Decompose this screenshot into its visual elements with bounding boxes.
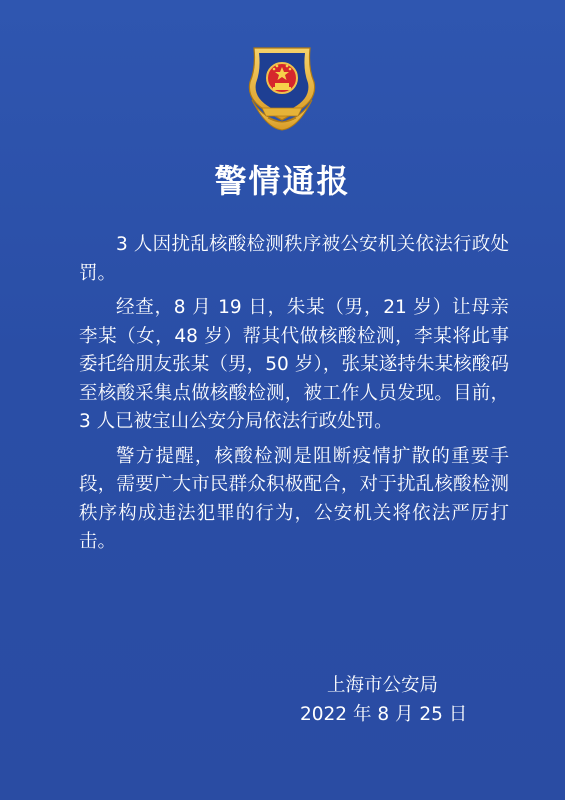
police-emblem-icon: [232, 38, 332, 138]
signature-block: [300, 671, 490, 729]
notice-title: 警情通报: [214, 162, 351, 200]
notice-paragraph: 经查，8 月 19 日，朱某（男，21 岁）让母亲李某（女，48 岁）帮其代做核酸检测，李某将此事委托给朋友张某（男，50 岁），张某遂持朱某核酸码至核酸采集点做核酸检测，被工作人员发现。目前，3 人已被宝山公安分局依法行政处罚。: [79, 297, 509, 432]
notice-body: [79, 231, 509, 563]
notice-paragraph: 警方提醒，核酸检测是阻断疫情扩散的重要手段，需要广大市民群众积极配合，对于扰乱核酸检测秩序构成违法犯罪的行为，公安机关将依法严厉打击。: [79, 445, 509, 552]
notice-paragraph: 3 人因扰乱核酸检测秩序被公安机关依法行政处罚。: [79, 234, 509, 284]
issuer-name: 上海市公安局: [327, 675, 439, 696]
issue-date: 2022 年 8 月 25 日: [300, 704, 468, 725]
